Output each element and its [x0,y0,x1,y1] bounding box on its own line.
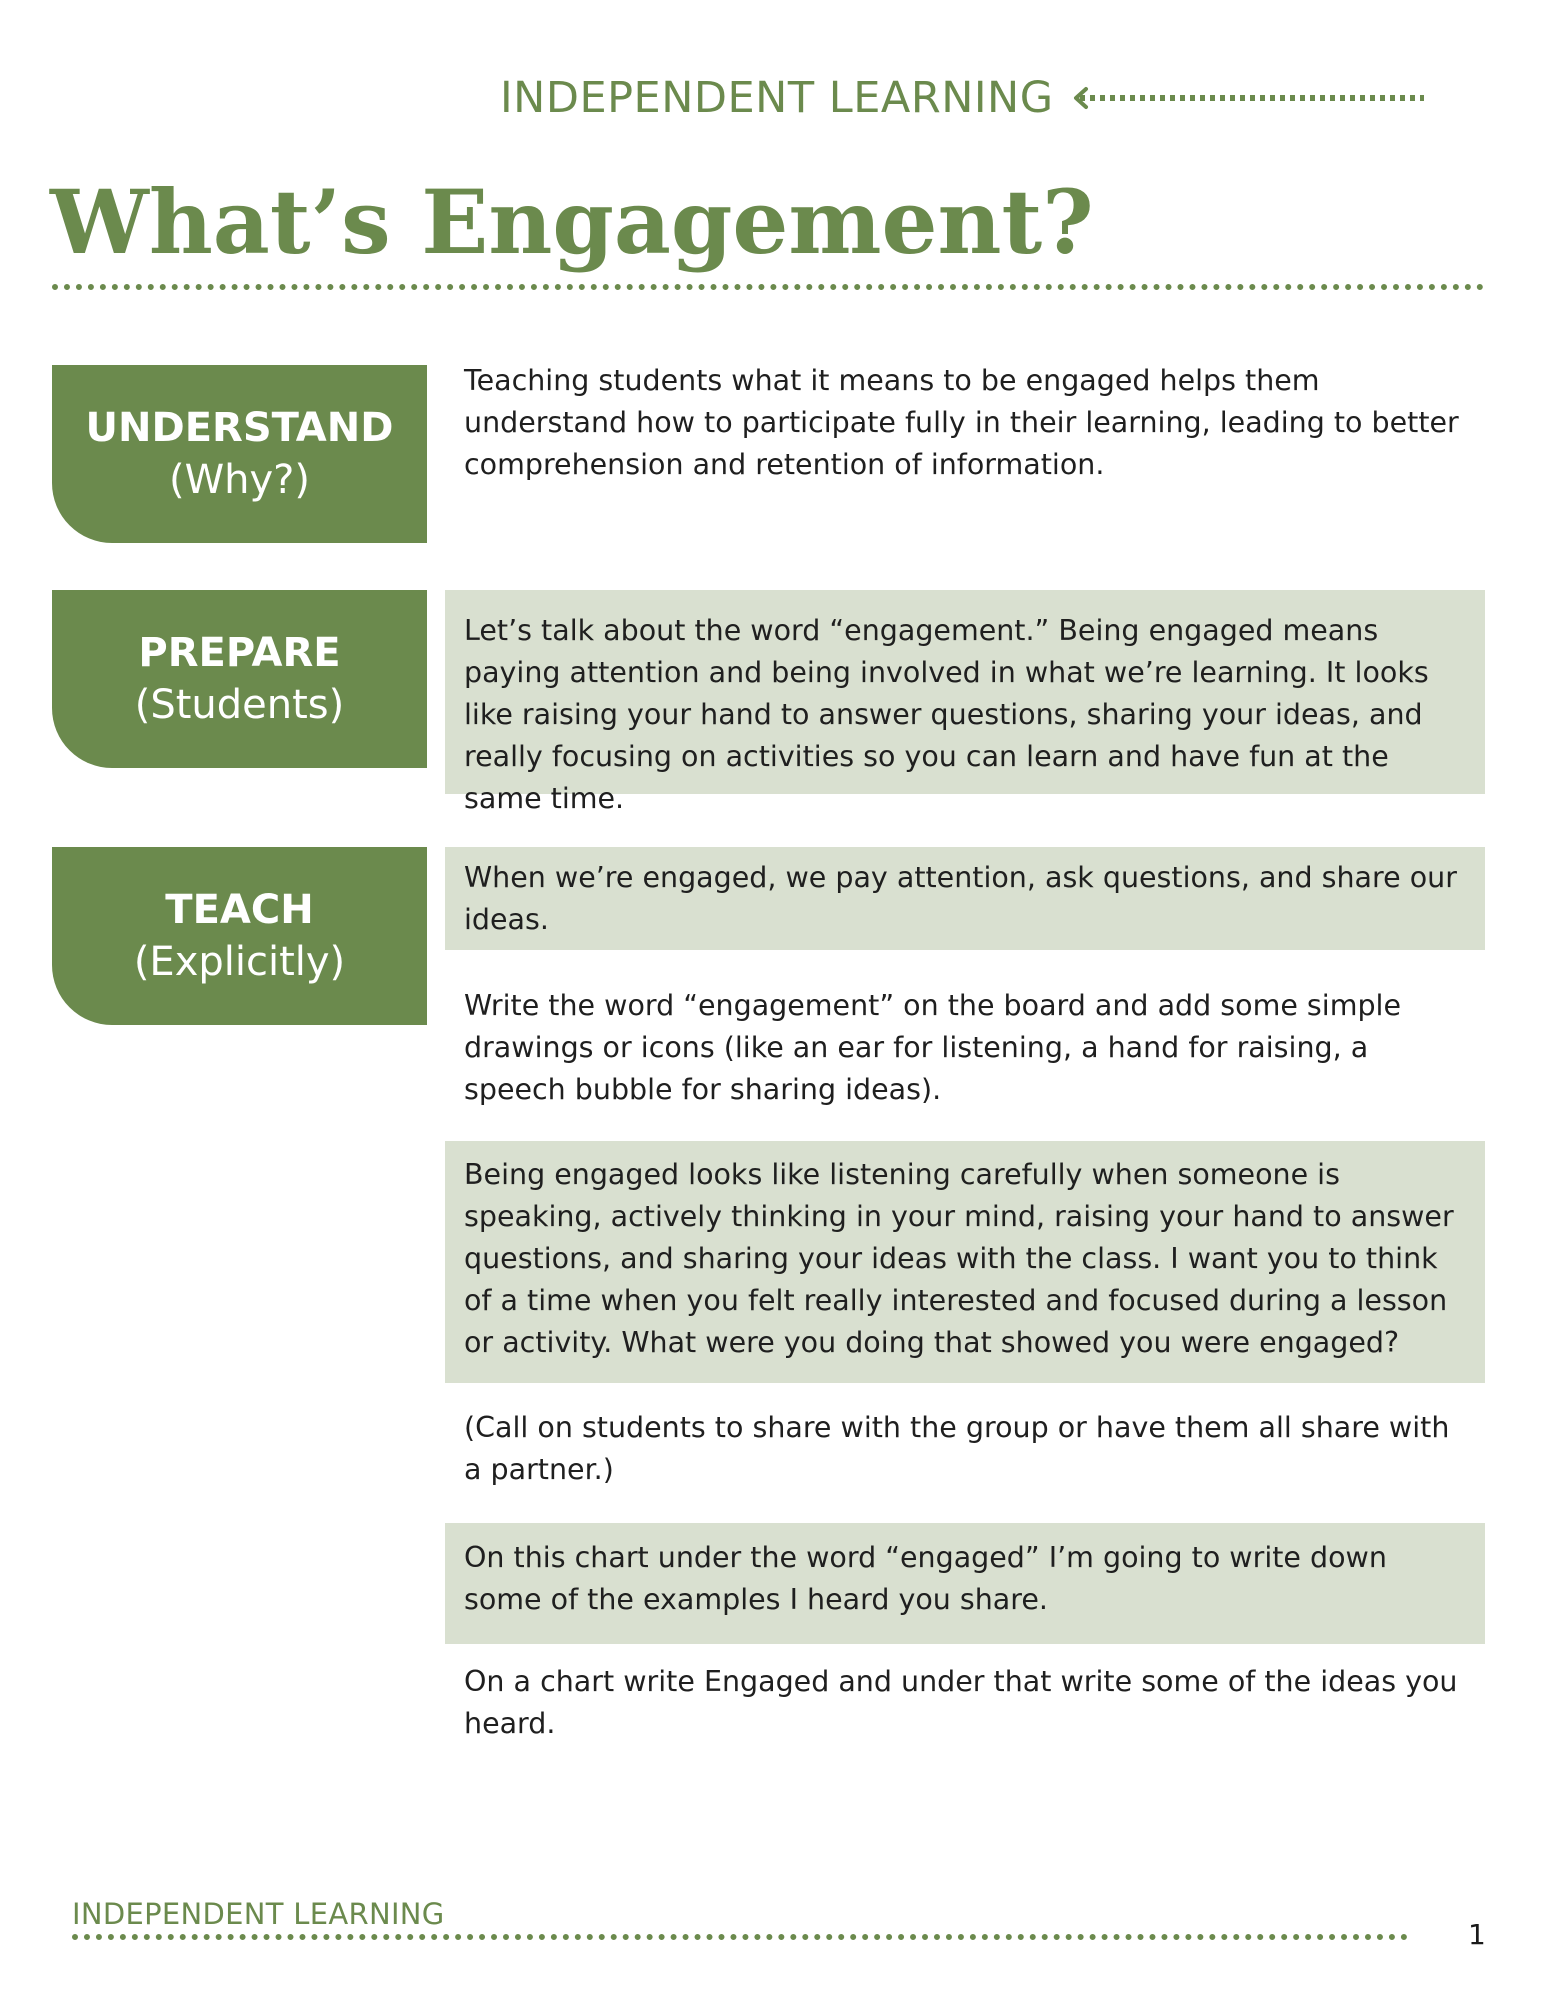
understand-text: Teaching students what it means to be engaged helps them understand how to participate fully in their learning, leading to better comprehension and retention of information. [464,364,1459,481]
teach-block-4: (Call on students to share with the group or have them all share with a partner.) [464,1411,1450,1486]
understand-tab-subtitle: (Why?) [168,457,310,503]
teach-block-1: When we’re engaged, we pay attention, ask questions, and share our ideas. [445,847,1485,950]
understand-tab-title: UNDERSTAND [85,405,394,451]
teach-tab-title: TEACH [165,887,314,933]
teach-block-3: Being engaged looks like listening carefully when someone is speaking, actively thinking in your mind, raising your hand to answer questions, and sharing your ideas with the class. I want you to think of a time when you felt really interested and focused during a lesson or activity. What were you doing that showed you were engaged? [445,1141,1485,1383]
prepare-tab-subtitle: (Students) [134,682,345,728]
teach-tab [52,847,427,1025]
title-divider [52,284,1484,290]
footer-divider [72,1934,1408,1940]
teach-tab-subtitle: (Explicitly) [133,939,346,985]
teach-block-2: Write the word “engagement” on the board and add some simple drawings or icons (like an ear for listening, a hand for raising, a speech bubble for sharing ideas). [464,989,1401,1106]
teach-block-6: On a chart write Engaged and under that write some of the ideas you heard. [464,1665,1458,1740]
prepare-text: Let’s talk about the word “engagement.” Being engaged means paying attention and being involved in what we’re learning. It looks like raising your hand to answer questions, sharing your ideas, and really focusing on activities so you can learn and have fun at the same time. [445,590,1485,794]
page-number: 1 [1468,1918,1486,1951]
page-title: What’s Engagement? [50,170,1094,274]
header-kicker-text: INDEPENDENT LEARNING [500,73,1054,123]
prepare-tab-title: PREPARE [138,630,341,676]
understand-tab [52,365,427,543]
header-kicker [500,68,1490,128]
prepare-tab [52,590,427,768]
dotted-left-arrow-icon [1072,86,1490,110]
footer-label: INDEPENDENT LEARNING [72,1897,445,1931]
teach-block-5: On this chart under the word “engaged” I’m going to write down some of the examples I heard you share. [445,1523,1485,1644]
